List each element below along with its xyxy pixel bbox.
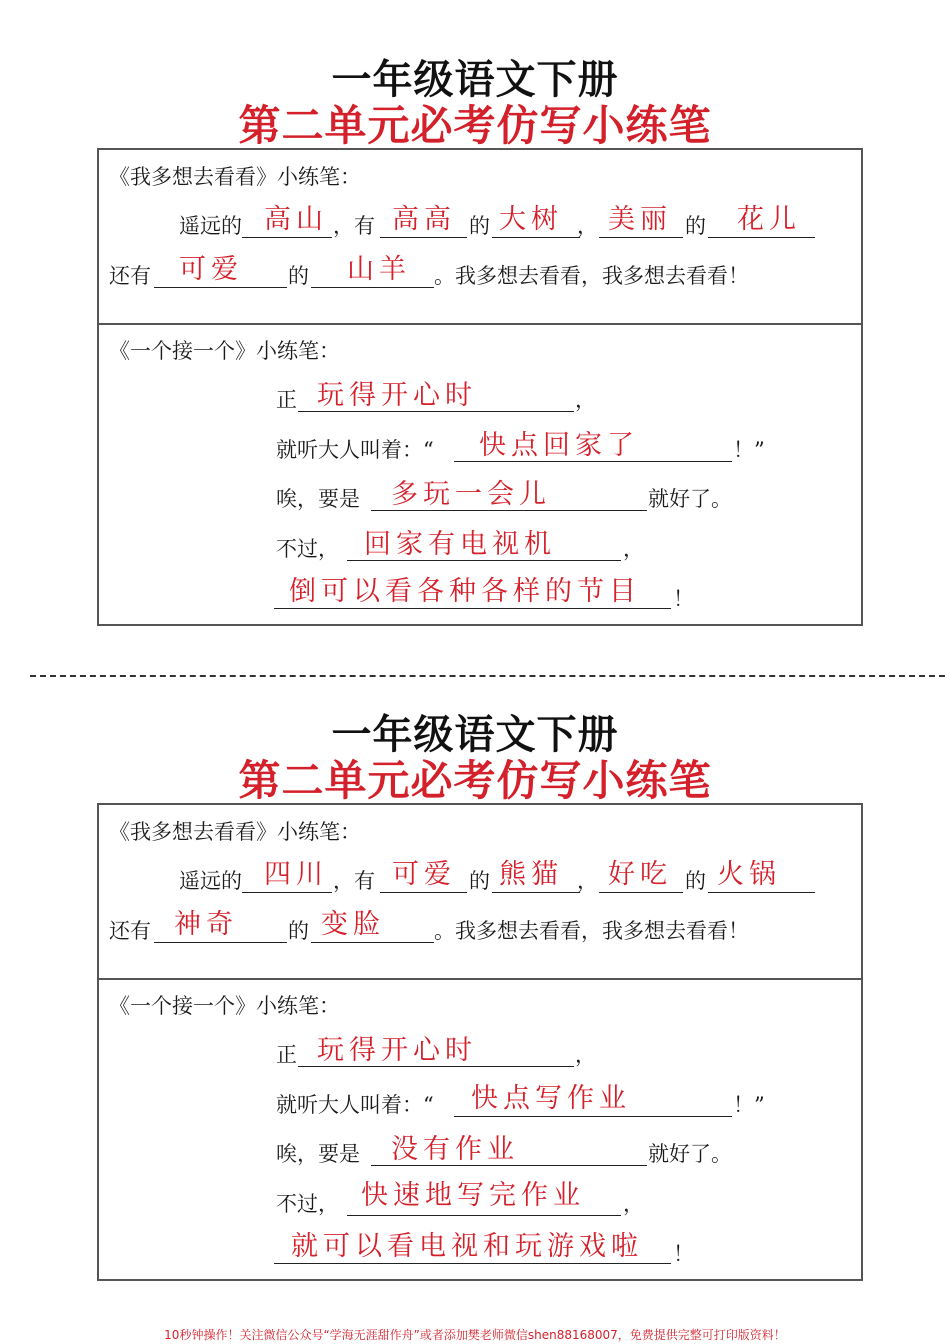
- section-divider: [99, 978, 861, 980]
- label-comma-you: ，有: [333, 869, 375, 893]
- answer-text: 可爱: [392, 859, 456, 890]
- label-buguo: 不过，: [276, 537, 339, 561]
- answer-text: 大树: [499, 204, 563, 235]
- label-haiyou: 还有: [109, 919, 151, 943]
- blank-line: [298, 1066, 574, 1067]
- answer-text: 神奇: [174, 909, 238, 940]
- part1-heading: 《我多想去看看》小练笔：: [109, 820, 361, 844]
- answer-text: 快点回家了: [479, 430, 639, 461]
- blank-line: [492, 237, 580, 238]
- label-yaoyuan: 遥远的: [179, 214, 242, 238]
- label-comma: ，: [623, 1192, 644, 1216]
- label-ending: 。我多想去看看，我多想去看看！: [434, 264, 749, 288]
- answer-text: 多玩一会儿: [391, 479, 551, 510]
- blank-line: [371, 510, 647, 511]
- blank-line: [242, 237, 332, 238]
- page-subtitle: 第二单元必考仿写小练笔: [238, 756, 712, 805]
- label-jiuhao: 就好了。: [648, 1142, 732, 1166]
- blank-line: [454, 1116, 732, 1117]
- label-yaoyuan: 遥远的: [179, 869, 242, 893]
- answer-text: 快点写作业: [471, 1083, 631, 1114]
- answer-text: 高山: [264, 204, 328, 235]
- blank-line: [242, 892, 332, 893]
- label-excl: ！: [673, 587, 694, 611]
- blank-line: [380, 892, 467, 893]
- label-comma: ，: [575, 388, 596, 412]
- footer-notice: 10秒钟操作！关注微信公众号“学海无涯甜作舟”或者添加樊老师微信shen88168007，免费提供完整可打印版资料！: [164, 1328, 786, 1342]
- label-excl: ！: [673, 1242, 694, 1266]
- label-jiuting: 就听大人叫着：“: [276, 1093, 434, 1117]
- exercise-box: [97, 803, 863, 1281]
- blank-line: [454, 461, 732, 462]
- blank-line: [708, 237, 815, 238]
- blank-line: [347, 560, 621, 561]
- label-de: 的: [288, 919, 309, 943]
- page-subtitle: 第二单元必考仿写小练笔: [238, 101, 712, 150]
- label-comma: ，: [577, 214, 598, 238]
- blank-line: [274, 608, 671, 609]
- blank-line: [708, 892, 815, 893]
- answer-text: 高高: [392, 204, 456, 235]
- answer-text: 山羊: [347, 254, 411, 285]
- answer-text: 花儿: [737, 204, 801, 235]
- answer-text: 倒可以看各种各样的节目: [289, 576, 641, 607]
- blank-line: [599, 892, 683, 893]
- label-zheng: 正: [276, 1043, 297, 1067]
- answer-text: 变脸: [321, 909, 385, 940]
- blank-line: [154, 942, 287, 943]
- label-comma: ，: [577, 869, 598, 893]
- blank-line: [311, 287, 434, 288]
- blank-line: [154, 287, 287, 288]
- label-comma-you: ，有: [333, 214, 375, 238]
- label-de: 的: [685, 869, 706, 893]
- label-close-quote: ！”: [733, 1093, 765, 1117]
- blank-line: [380, 237, 467, 238]
- label-ai: 唉，要是: [276, 1142, 360, 1166]
- label-haiyou: 还有: [109, 264, 151, 288]
- label-jiuting: 就听大人叫着：“: [276, 438, 434, 462]
- part2-heading: 《一个接一个》小练笔：: [109, 994, 340, 1018]
- blank-line: [492, 892, 580, 893]
- part2-heading: 《一个接一个》小练笔：: [109, 339, 340, 363]
- answer-text: 火锅: [717, 859, 781, 890]
- answer-text: 熊猫: [499, 859, 563, 890]
- label-de: 的: [469, 869, 490, 893]
- blank-line: [298, 411, 574, 412]
- blank-line: [274, 1263, 671, 1264]
- answer-text: 就可以看电视和玩游戏啦: [291, 1231, 643, 1262]
- answer-text: 玩得开心时: [317, 380, 477, 411]
- blank-line: [347, 1215, 621, 1216]
- label-zheng: 正: [276, 388, 297, 412]
- page-title: 一年级语文下册: [331, 712, 619, 758]
- label-de: 的: [685, 214, 706, 238]
- blank-line: [599, 237, 683, 238]
- answer-text: 玩得开心时: [317, 1035, 477, 1066]
- answer-text: 快速地写完作业: [361, 1180, 585, 1211]
- part1-heading: 《我多想去看看》小练笔：: [109, 165, 361, 189]
- page-title: 一年级语文下册: [331, 57, 619, 103]
- label-close-quote: ！”: [733, 438, 765, 462]
- label-comma: ，: [575, 1043, 596, 1067]
- answer-text: 可爱: [179, 254, 243, 285]
- blank-line: [371, 1165, 647, 1166]
- blank-line: [311, 942, 434, 943]
- answer-text: 没有作业: [391, 1134, 519, 1165]
- label-comma: ，: [623, 537, 644, 561]
- answer-text: 美丽: [608, 204, 672, 235]
- label-buguo: 不过，: [276, 1192, 339, 1216]
- label-jiuhao: 就好了。: [648, 487, 732, 511]
- dashed-separator: [30, 675, 945, 677]
- label-ending: 。我多想去看看，我多想去看看！: [434, 919, 749, 943]
- exercise-box: [97, 148, 863, 626]
- answer-text: 四川: [264, 859, 328, 890]
- label-de: 的: [288, 264, 309, 288]
- answer-text: 回家有电视机: [364, 529, 556, 560]
- section-divider: [99, 323, 861, 325]
- label-ai: 唉，要是: [276, 487, 360, 511]
- label-de: 的: [469, 214, 490, 238]
- answer-text: 好吃: [608, 859, 672, 890]
